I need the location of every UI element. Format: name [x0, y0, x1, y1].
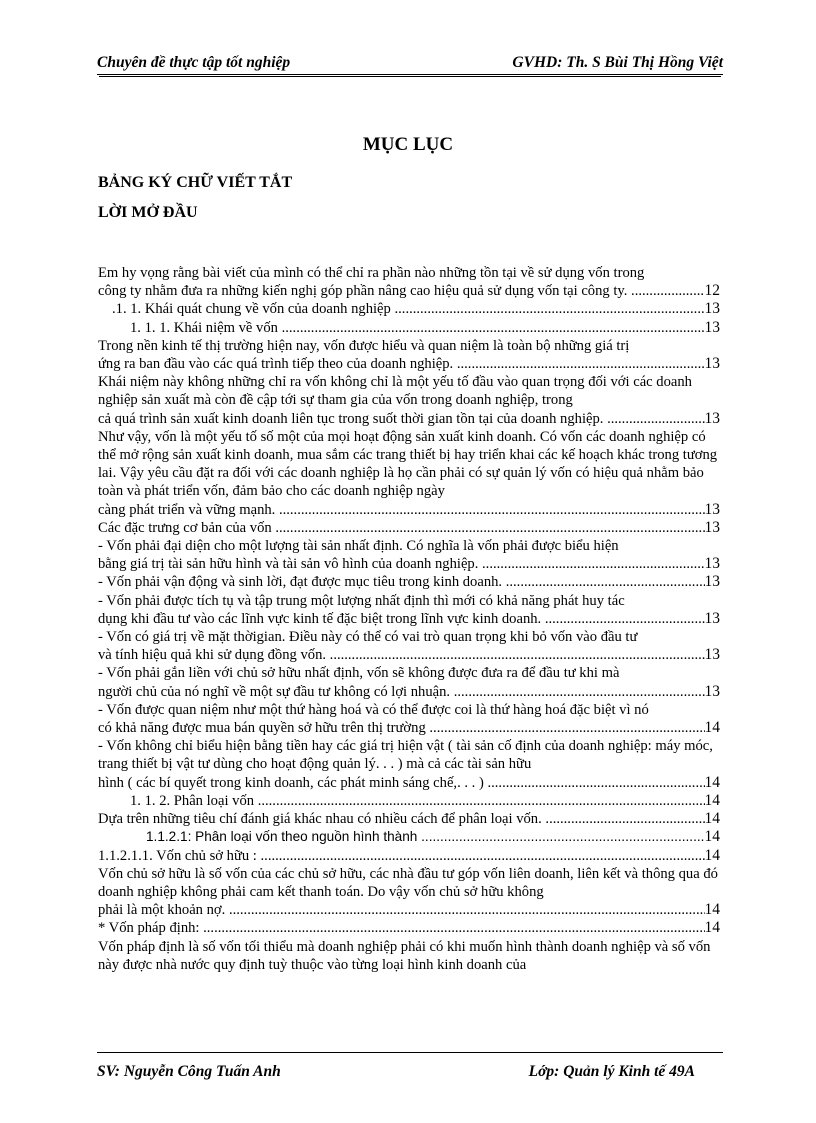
toc-entry-lead: - Vốn phải đại diện cho một lượng tài sản nhất định. Có nghĩa là vốn phải được biểu hiện — [98, 538, 619, 555]
toc-page-number: 13 — [704, 573, 720, 591]
toc-entry-text: 1. 1. 1. Khái niệm về vốn ..... — [130, 319, 705, 337]
toc-entry-text: Dựa trên những tiêu chí đánh giá khác nhau có nhiều cách để phân loại vốn. ..... — [98, 810, 705, 828]
toc-entry-text: hình ( các bí quyết trong kinh doanh, các phát minh sáng chế,. . . ) ..... — [98, 774, 705, 792]
toc-entry-row — [98, 792, 720, 810]
toc-entry-row — [98, 828, 720, 846]
toc-entry-text: phải là một khoản nợ. ..... — [98, 901, 705, 919]
toc-page-number: 14 — [704, 810, 720, 828]
toc-entry-lead: Như vậy, vốn là một yếu tố số một của mọi hoạt động sản xuất kinh doanh. Có vốn các doanh nghiệp có thể mở rộng sản xuất kinh doanh, mua sắm các trang thiết bị hay triển khai các kế hoạch khác trong tương lai. Vậy yêu cầu đặt ra đối với các doanh nghiệp là họ cần phải có sự quản lý vốn có hiệu quả nhằm bảo toàn và phát triển vốn, đảm bảo cho các doanh nghiệp ngày — [98, 428, 718, 500]
toc-entry-text: công ty nhằm đưa ra những kiến nghị góp phần nâng cao hiệu quả sử dụng vốn tại công ty. ..... — [98, 282, 705, 300]
toc-entry[interactable] — [98, 938, 720, 974]
toc-entry-row — [98, 410, 720, 428]
toc-entry[interactable] — [98, 792, 720, 810]
toc-page-number: 14 — [704, 919, 720, 937]
heading-introduction: LỜI MỞ ĐẦU — [98, 204, 198, 221]
header-right: GVHD: Th. S Bùi Thị Hồng Việt — [512, 54, 723, 71]
toc-entry-lead: Vốn pháp định là số vốn tối thiểu mà doanh nghiệp phải có khi muốn hình thành doanh nghiệp và số vốn này được nhà nước quy định tuỳ thuộc vào từng loại hình kinh doanh của — [98, 938, 711, 973]
heading-abbreviations: BẢNG KÝ CHỮ VIẾT TẮT — [98, 174, 293, 191]
toc-entry-row — [98, 282, 720, 300]
page-title: MỤC LỤC — [362, 134, 454, 155]
toc-entry[interactable] — [98, 428, 720, 519]
toc-page-number: 13 — [704, 518, 720, 536]
toc-entry[interactable] — [98, 537, 720, 573]
toc-entry-row — [98, 501, 720, 519]
toc-entry-text: dụng khi đầu tư vào các lĩnh vực kinh tế đặc biệt trong lĩnh vực kinh doanh. ..... — [98, 610, 705, 628]
toc-entry[interactable] — [98, 337, 720, 373]
toc-entry-text: .1. 1. Khái quát chung về vốn của doanh nghiệp ..... — [112, 300, 705, 318]
toc-entry-row — [98, 573, 720, 591]
toc-entry-row — [98, 519, 720, 537]
toc-page-number: 14 — [704, 901, 720, 919]
toc-page-number: 14 — [704, 828, 720, 846]
toc-entry[interactable] — [98, 628, 720, 664]
toc-entry-row — [98, 847, 720, 865]
toc-entry-row — [98, 300, 720, 318]
toc-entry-lead: - Vốn được quan niệm như một thứ hàng hoá và có thể được coi là thứ hàng hoá đặc biệt vì nó — [98, 701, 649, 718]
toc-entry[interactable] — [98, 701, 720, 737]
toc-entry-lead: - Vốn phải gắn liền với chủ sở hữu nhất định, vốn sẽ không được đưa ra để đầu tư khi mà — [98, 665, 620, 682]
page-header — [97, 44, 723, 75]
toc-entry[interactable] — [98, 573, 720, 591]
toc-entry-lead: - Vốn không chỉ biểu hiện bằng tiền hay các giá trị hiện vật ( tài sản cố định của doanh nghiệp: máy móc, trang thiết bị vật tư dùng cho hoạt động quản lý. . . ) mà cả các tài sản hữu — [98, 738, 713, 773]
toc-page-number: 14 — [704, 719, 720, 737]
toc-entry-row — [98, 319, 720, 337]
toc-entry-row — [98, 919, 720, 937]
toc-entry-text: bằng giá trị tài sản hữu hình và tài sản vô hình của doanh nghiệp. ..... — [98, 555, 705, 573]
toc-entry-text: ứng ra ban đầu vào các quá trình tiếp theo của doanh nghiệp. ..... — [98, 355, 705, 373]
toc-entry[interactable] — [98, 319, 720, 337]
toc-entry-text: có khả năng được mua bán quyền sở hữu trên thị trường ..... — [98, 719, 705, 737]
toc-entry-row — [98, 810, 720, 828]
toc-entry-row — [98, 355, 720, 373]
toc-entry-text: Các đặc trưng cơ bản của vốn ..... — [98, 519, 705, 537]
toc-page-number: 14 — [704, 846, 720, 864]
toc-entry[interactable] — [98, 919, 720, 937]
toc-entry[interactable] — [98, 592, 720, 628]
toc-entry-row — [98, 646, 720, 664]
toc-entry-text: * Vốn pháp định: ..... — [98, 919, 705, 937]
toc-entry[interactable] — [98, 300, 720, 318]
toc-page-number: 13 — [704, 682, 720, 700]
toc-page-number: 13 — [704, 646, 720, 664]
toc-entry-row — [98, 774, 720, 792]
footer-right: Lớp: Quản lý Kinh tế 49A — [528, 1063, 695, 1080]
toc-entry[interactable] — [98, 519, 720, 537]
toc-page-number: 13 — [704, 500, 720, 518]
toc-entry-lead: Em hy vọng rằng bài viết của mình có thể chỉ ra phần nào những tồn tại về sử dụng vốn trong — [98, 265, 645, 281]
toc-entry[interactable] — [98, 664, 720, 700]
toc-entry[interactable] — [98, 264, 720, 300]
toc-entry-text: người chủ của nó nghĩ về một sự đầu tư không có lợi nhuận. ..... — [98, 683, 705, 701]
toc-page-number: 13 — [704, 609, 720, 627]
toc-entry-text: 1. 1. 2. Phân loại vốn ..... — [130, 792, 705, 810]
toc-page-number: 13 — [704, 355, 720, 373]
toc-entry[interactable] — [98, 865, 720, 920]
header-left: Chuyên đề thực tập tốt nghiệp — [97, 54, 291, 71]
toc-entry-lead: Trong nền kinh tế thị trường hiện nay, vốn được hiểu và quan niệm là toàn bộ những giá trị — [98, 337, 630, 354]
toc-entry-row — [98, 683, 720, 701]
toc-entry[interactable] — [98, 737, 720, 792]
toc-entry[interactable] — [98, 810, 720, 828]
toc-entry-text: và tính hiệu quả khi sử dụng đồng vốn. ..... — [98, 646, 705, 664]
toc-entry-row — [98, 901, 720, 919]
toc-page-number: 13 — [704, 555, 720, 573]
toc-entry-lead: Vốn chủ sở hữu là số vốn của các chủ sở hữu, các nhà đầu tư góp vốn liên doanh, liên kết và thông qua đó doanh nghiệp không phải cam kết thanh toán. Do vậy vốn chủ sở hữu không — [98, 865, 718, 900]
toc-entry-text: 1.1.2.1.1. Vốn chủ sở hữu : ..... — [98, 847, 705, 865]
table-of-contents — [98, 264, 720, 974]
toc-entry[interactable] — [98, 373, 720, 428]
toc-page-number: 13 — [704, 409, 720, 427]
toc-entry-lead: - Vốn có giá trị về mặt thờigian. Điều này có thể có vai trò quan trọng khi bỏ vốn vào đầu tư — [98, 629, 638, 646]
toc-page-number: 12 — [704, 282, 720, 300]
toc-page-number: 13 — [704, 318, 720, 336]
toc-entry-text: cả quá trình sản xuất kinh doanh liên tục trong suốt thời gian tồn tại của doanh nghiệp. ..... — [98, 410, 705, 428]
toc-page-number: 14 — [704, 791, 720, 809]
toc-entry[interactable] — [98, 847, 720, 865]
toc-entry-lead: Khái niệm này không những chỉ ra vốn không chỉ là một yếu tố đầu vào quan trọng đối với các doanh nghiệp sản xuất mà còn đề cập tới sự tham gia của vốn trong doanh nghiệp, trong — [98, 374, 692, 409]
toc-page-number: 13 — [704, 300, 720, 318]
toc-entry-text: càng phát triển và vững mạnh. ..... — [98, 501, 705, 519]
toc-entry-text: 1.1.2.1: Phân loại vốn theo nguồn hình thành ..... — [146, 828, 705, 846]
page-footer — [97, 1052, 723, 1081]
toc-entry-row — [98, 555, 720, 573]
toc-entry[interactable] — [98, 828, 720, 846]
toc-entry-row — [98, 610, 720, 628]
toc-entry-text: - Vốn phải vận động và sinh lời, đạt được mục tiêu trong kinh doanh. ..... — [98, 573, 705, 591]
toc-entry-lead: - Vốn phải được tích tụ và tập trung một lượng nhất định thì mới có khả năng phát huy tác — [98, 592, 625, 609]
toc-page-number: 14 — [704, 773, 720, 791]
toc-entry-row — [98, 719, 720, 737]
footer-left: SV: Nguyễn Công Tuấn Anh — [97, 1063, 281, 1080]
